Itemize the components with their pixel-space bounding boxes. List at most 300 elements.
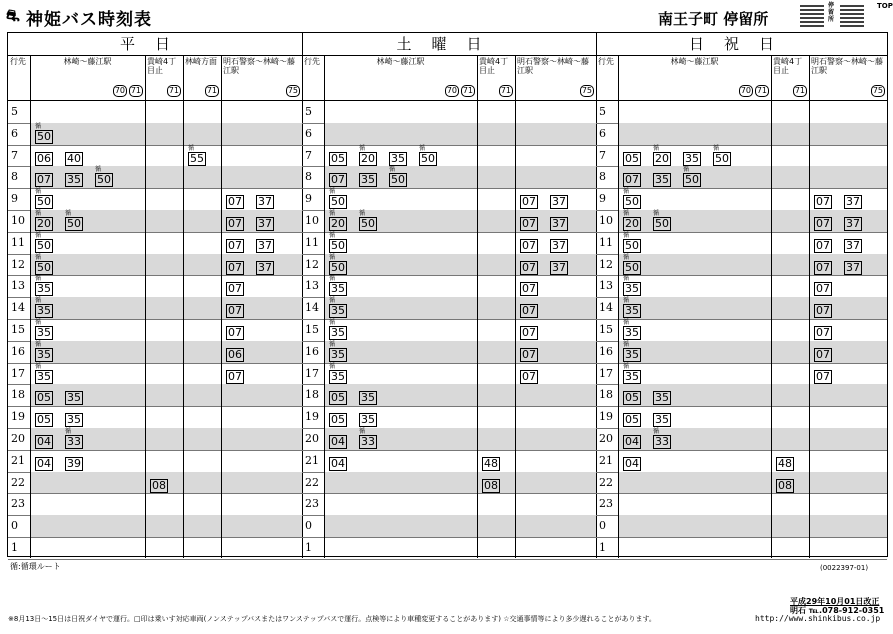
loop-route-mark: 循 [65, 210, 72, 217]
departure-minute: 07 [522, 260, 536, 274]
column-divider [618, 55, 619, 558]
column-divider [30, 55, 31, 558]
departure-minute: 35 [37, 304, 51, 318]
row-divider [302, 406, 596, 407]
hour-label: 5 [599, 105, 606, 118]
row-shading [618, 123, 887, 145]
departure-minute: 05 [625, 151, 639, 165]
departure-minute: 35 [331, 369, 345, 383]
loop-route-mark: 循 [329, 210, 336, 217]
departure-minute: 04 [331, 435, 345, 448]
route-number-badge: 75 [287, 86, 298, 95]
hour-label: 9 [599, 192, 606, 206]
departure-minute: 37 [552, 195, 566, 209]
departure-minute: 08 [484, 478, 498, 492]
loop-route-mark: 循 [653, 144, 660, 152]
column-header-label: 明石警察～林崎～藤江駅 [223, 57, 295, 75]
column-divider [515, 55, 516, 558]
loop-route-mark: 循 [35, 275, 42, 283]
column-header-label: 貴崎4丁目止 [147, 57, 177, 75]
hour-label: 19 [599, 410, 613, 424]
departure-minute: 07 [522, 369, 536, 383]
departure-minute: 07 [331, 173, 345, 187]
departure-minute: 50 [331, 260, 345, 274]
row-divider [596, 493, 887, 494]
departure-minute: 08 [152, 478, 166, 492]
departure-minute: 07 [816, 326, 830, 339]
loop-route-mark: 循 [329, 188, 336, 196]
departure-minute: 07 [228, 282, 242, 296]
departure-minute: 04 [37, 456, 51, 470]
row-divider [302, 537, 596, 538]
departure-minute: 07 [522, 282, 536, 296]
departure-minute: 35 [655, 391, 669, 405]
departure-minute: 50 [655, 217, 669, 230]
loop-route-mark: 循 [419, 144, 426, 152]
hour-label: 15 [11, 323, 25, 336]
loop-route-mark: 循 [329, 253, 336, 261]
column-header [771, 55, 809, 101]
departure-minute: 50 [715, 151, 729, 165]
row-divider [596, 406, 887, 407]
column-divider [145, 55, 146, 558]
hour-label: 5 [11, 105, 18, 118]
hour-label: 22 [599, 475, 613, 489]
hour-label: 6 [11, 126, 18, 140]
row-divider [8, 406, 302, 407]
column-header [30, 55, 145, 101]
row-divider [302, 363, 596, 364]
row-shading [30, 515, 302, 537]
departure-minute: 50 [625, 195, 639, 209]
column-header [618, 55, 771, 101]
loop-route-mark: 循 [329, 297, 336, 305]
column-header-label: 林崎～藤江駅 [63, 57, 112, 66]
departure-minute: 04 [331, 456, 345, 470]
departure-minute: 20 [361, 151, 375, 165]
departure-minute: 04 [625, 435, 639, 448]
hour-label: 7 [11, 148, 18, 162]
loop-route-mark: 循 [623, 188, 630, 196]
departure-minute: 07 [625, 173, 639, 187]
departure-minute: 05 [37, 391, 51, 405]
departure-minute: 50 [67, 217, 81, 230]
column-header-label: 明石警察～林崎～藤江駅 [811, 57, 883, 75]
hour-label: 15 [599, 323, 613, 336]
hour-label: 14 [305, 301, 319, 315]
route-number-badge: 75 [581, 86, 592, 95]
row-divider [8, 559, 302, 560]
row-divider [8, 319, 302, 320]
departure-minute: 07 [228, 260, 242, 274]
departure-minute: 55 [190, 151, 204, 165]
hour-label: 10 [599, 214, 613, 227]
column-header [324, 55, 477, 101]
column-header-label: 行先 [10, 57, 26, 66]
departure-minute: 50 [625, 260, 639, 274]
departure-minute: 50 [685, 173, 699, 187]
hour-label: 20 [305, 432, 319, 445]
departure-minute: 35 [655, 413, 669, 427]
hour-label: 21 [11, 453, 25, 467]
column-header [221, 55, 302, 101]
hour-label: 15 [305, 323, 319, 336]
departure-minute: 50 [37, 195, 51, 209]
departure-minute: 07 [37, 173, 51, 187]
departure-minute: 33 [655, 435, 669, 448]
departure-minute: 07 [228, 195, 242, 209]
row-divider [8, 145, 302, 146]
route-number-badge: 71 [756, 86, 767, 95]
departure-minute: 48 [484, 456, 498, 470]
loop-route-mark: 循 [623, 340, 630, 348]
column-header-label: 行先 [304, 57, 320, 66]
hour-label: 11 [305, 235, 319, 249]
row-divider [596, 275, 887, 276]
column-divider [324, 55, 325, 558]
hour-label: 22 [305, 475, 319, 489]
departure-minute: 37 [552, 260, 566, 274]
column-header-label: 林崎～藤江駅 [376, 57, 425, 66]
departure-minute: 05 [625, 391, 639, 405]
hour-label: 21 [599, 453, 613, 467]
column-divider [221, 55, 222, 558]
route-number-badge: 71 [794, 86, 805, 95]
departure-minute: 07 [522, 347, 536, 361]
departure-minute: 05 [331, 151, 345, 165]
column-header [515, 55, 596, 101]
departure-minute: 35 [331, 304, 345, 318]
row-shading [618, 297, 887, 319]
page-title: 神姫バス時刻表 [26, 10, 152, 30]
row-divider [302, 450, 596, 451]
document-number: (0022397-01) [820, 564, 869, 572]
hour-label: 20 [11, 432, 25, 445]
departure-minute: 37 [258, 238, 272, 252]
hour-label: 17 [11, 366, 25, 380]
loop-route-mark: 循 [683, 166, 690, 174]
loop-route-mark: 循 [65, 428, 72, 435]
row-divider [302, 188, 596, 189]
hour-label: 8 [305, 170, 312, 184]
hour-label: 16 [305, 344, 319, 358]
hour-label: 17 [599, 366, 613, 380]
row-divider [8, 363, 302, 364]
loop-route-mark: 循 [623, 362, 630, 370]
departure-minute: 35 [625, 369, 639, 383]
departure-minute: 37 [846, 195, 860, 209]
loop-route-mark: 循 [35, 319, 42, 326]
hour-label: 13 [11, 279, 25, 293]
qr-label: 停留所 [828, 2, 835, 23]
departure-minute: 33 [361, 435, 375, 448]
loop-route-mark: 循 [188, 144, 195, 152]
hour-label: 11 [599, 235, 613, 249]
departure-minute: 07 [816, 369, 830, 383]
hour-label: 23 [11, 497, 25, 511]
hour-label: 11 [11, 235, 25, 249]
qr-code-icon[interactable] [840, 3, 864, 27]
hour-label: 6 [599, 126, 606, 140]
hour-label: 6 [305, 126, 312, 140]
departure-minute: 50 [421, 151, 435, 165]
departure-minute: 37 [552, 217, 566, 230]
hour-label: 7 [599, 148, 606, 162]
hour-label: 20 [599, 432, 613, 445]
hour-label: 12 [305, 257, 319, 271]
column-header [8, 55, 30, 101]
departure-minute: 05 [625, 413, 639, 427]
loop-route-mark: 循 [329, 340, 336, 348]
loop-route-mark: 循 [713, 144, 720, 152]
departure-minute: 05 [331, 413, 345, 427]
hour-label: 1 [599, 541, 606, 554]
contact-phone: 明石 ℡.078-912-0351 [790, 606, 885, 615]
loop-route-mark: 循 [653, 428, 660, 435]
loop-route-mark: 循 [359, 210, 366, 217]
departure-minute: 35 [625, 304, 639, 318]
loop-route-mark: 循 [359, 144, 366, 152]
row-divider [8, 537, 302, 538]
departure-minute: 04 [625, 456, 639, 470]
row-divider [302, 232, 596, 233]
hour-label: 18 [11, 388, 25, 402]
loop-route-mark: 循 [329, 362, 336, 370]
column-divider [183, 55, 184, 558]
column-header-label: 行先 [598, 57, 614, 66]
hour-label: 5 [305, 105, 312, 118]
departure-minute: 35 [361, 391, 375, 405]
row-divider [302, 275, 596, 276]
departure-minute: 20 [655, 151, 669, 165]
loop-route-mark: 循 [329, 319, 336, 326]
hour-label: 12 [599, 257, 613, 271]
column-header [302, 55, 324, 101]
hour-label: 16 [11, 344, 25, 358]
departure-minute: 35 [361, 413, 375, 427]
departure-minute: 50 [331, 195, 345, 209]
column-header [183, 55, 221, 101]
route-number-badge: 70 [740, 86, 751, 95]
loop-route-mark: 循 [623, 297, 630, 305]
row-divider [302, 559, 596, 560]
loop-route-mark: 循 [329, 231, 336, 239]
departure-minute: 35 [67, 413, 81, 427]
hour-label: 0 [11, 519, 18, 533]
timetable-section [302, 33, 596, 558]
hour-label: 12 [11, 257, 25, 271]
hour-label: 18 [599, 388, 613, 402]
hour-label: 8 [599, 170, 606, 184]
hour-label: 9 [11, 192, 18, 206]
day-label: 日祝日 [596, 33, 887, 56]
column-header-label: 貴崎4丁目止 [479, 57, 509, 75]
hour-label: 23 [599, 497, 613, 511]
loop-route-mark: 循 [35, 231, 42, 239]
loop-route-mark: 循 [35, 188, 42, 196]
departure-minute: 48 [778, 456, 792, 470]
hour-label: 14 [599, 301, 613, 315]
departure-minute: 07 [228, 304, 242, 318]
route-number-badge: 70 [114, 86, 125, 95]
departure-minute: 07 [816, 195, 830, 209]
departure-minute: 35 [625, 326, 639, 339]
hour-label: 22 [11, 475, 25, 489]
column-divider [477, 55, 478, 558]
route-number-badge: 71 [462, 86, 473, 95]
departure-minute: 35 [37, 347, 51, 361]
row-divider [8, 188, 302, 189]
departure-minute: 37 [846, 217, 860, 230]
hour-label: 18 [305, 388, 319, 402]
departure-minute: 07 [816, 260, 830, 274]
route-number-badge: 71 [168, 86, 179, 95]
departure-minute: 35 [655, 173, 669, 187]
loop-route-mark: 循 [35, 210, 42, 217]
bus-company-logo-icon: ⛐ [6, 6, 20, 25]
departure-minute: 07 [816, 304, 830, 318]
departure-minute: 39 [67, 456, 81, 470]
column-header-label: 林崎～藤江駅 [670, 57, 719, 66]
departure-minute: 50 [625, 238, 639, 252]
row-divider [302, 319, 596, 320]
loop-route-mark: 循 [95, 166, 102, 174]
loop-route-mark: 循 [359, 428, 366, 435]
departure-minute: 35 [331, 347, 345, 361]
loop-route-mark: 循 [35, 340, 42, 348]
departure-minute: 50 [37, 238, 51, 252]
timetable-frame [7, 32, 888, 557]
row-divider [596, 319, 887, 320]
hour-label: 19 [11, 410, 25, 424]
row-divider [8, 450, 302, 451]
row-shading [324, 515, 596, 537]
departure-minute: 07 [816, 282, 830, 296]
row-shading [324, 297, 596, 319]
hour-label: 10 [305, 214, 319, 227]
hour-label: 0 [305, 519, 312, 533]
hour-label: 13 [599, 279, 613, 293]
departure-minute: 50 [361, 217, 375, 230]
departure-minute: 07 [228, 369, 242, 383]
row-divider [302, 493, 596, 494]
departure-minute: 37 [552, 238, 566, 252]
row-shading [324, 341, 596, 363]
loop-route-mark: 循 [35, 362, 42, 370]
departure-minute: 20 [37, 217, 51, 230]
departure-minute: 07 [522, 195, 536, 209]
departure-minute: 40 [67, 151, 81, 165]
footnote: ※8月13日～15日は日祝ダイヤで運行。□印は乗いす対応車両(ノンステップバスまたはワンステップバスで運行。点検等により車種変更することがあります) ☆交通事情等により多少遅れることがあります。 [8, 615, 656, 623]
departure-minute: 07 [816, 347, 830, 361]
departure-minute: 05 [331, 391, 345, 405]
legend: 循:循環ルート [10, 562, 61, 571]
departure-minute: 08 [778, 478, 792, 492]
column-header [809, 55, 887, 101]
departure-minute: 07 [522, 217, 536, 230]
page-header [0, 0, 893, 32]
loop-route-mark: 循 [623, 253, 630, 261]
row-shading [30, 123, 302, 145]
departure-minute: 07 [522, 238, 536, 252]
loop-route-mark: 循 [623, 210, 630, 217]
row-shading [618, 515, 887, 537]
row-shading [324, 123, 596, 145]
row-divider [8, 232, 302, 233]
loop-route-mark: 循 [35, 297, 42, 305]
company-url[interactable]: http://www.shinkibus.co.jp [755, 614, 881, 623]
row-divider [596, 145, 887, 146]
departure-minute: 37 [258, 260, 272, 274]
departure-minute: 07 [816, 217, 830, 230]
hour-label: 16 [599, 344, 613, 358]
column-header-label: 林崎方面 [185, 57, 217, 66]
hour-label: 9 [305, 192, 312, 206]
loop-route-mark: 循 [329, 275, 336, 283]
departure-minute: 07 [816, 238, 830, 252]
departure-minute: 05 [37, 413, 51, 427]
departure-minute: 37 [258, 217, 272, 230]
route-number-badge: 71 [130, 86, 141, 95]
departure-minute: 35 [331, 326, 345, 339]
row-divider [596, 537, 887, 538]
section-divider [302, 33, 303, 558]
loop-route-mark: 循 [623, 275, 630, 283]
row-shading [30, 297, 302, 319]
departure-minute: 35 [37, 282, 51, 296]
departure-minute: 35 [37, 369, 51, 383]
hour-label: 8 [11, 170, 18, 184]
route-number-badge: 71 [500, 86, 511, 95]
departure-minute: 07 [228, 238, 242, 252]
departure-minute: 35 [67, 391, 81, 405]
top-link[interactable]: TOP [877, 2, 893, 10]
hour-label: 17 [305, 366, 319, 380]
departure-minute: 20 [625, 217, 639, 230]
row-divider [8, 493, 302, 494]
row-shading [618, 341, 887, 363]
hour-label: 7 [305, 148, 312, 162]
qr-code-icon[interactable] [800, 3, 824, 27]
departure-minute: 20 [331, 217, 345, 230]
route-number-badge: 71 [206, 86, 217, 95]
departure-minute: 35 [625, 282, 639, 296]
hour-label: 1 [305, 541, 312, 554]
column-header-label: 明石警察～林崎～藤江駅 [517, 57, 589, 75]
section-divider [596, 33, 597, 558]
row-divider [8, 275, 302, 276]
row-divider [596, 363, 887, 364]
departure-minute: 50 [37, 129, 51, 143]
loop-route-mark: 循 [623, 231, 630, 239]
departure-minute: 06 [228, 347, 242, 361]
hour-label: 14 [11, 301, 25, 315]
departure-minute: 06 [37, 151, 51, 165]
departure-minute: 04 [37, 435, 51, 448]
column-header [596, 55, 618, 101]
row-shading [30, 341, 302, 363]
column-divider [771, 55, 772, 558]
column-divider [809, 55, 810, 558]
departure-minute: 07 [228, 326, 242, 339]
timetable-section [8, 33, 302, 558]
day-label: 平日 [8, 33, 302, 56]
route-number-badge: 70 [446, 86, 457, 95]
route-number-badge: 75 [872, 86, 883, 95]
departure-minute: 07 [228, 217, 242, 230]
row-shading [618, 472, 887, 494]
departure-minute: 35 [37, 326, 51, 339]
